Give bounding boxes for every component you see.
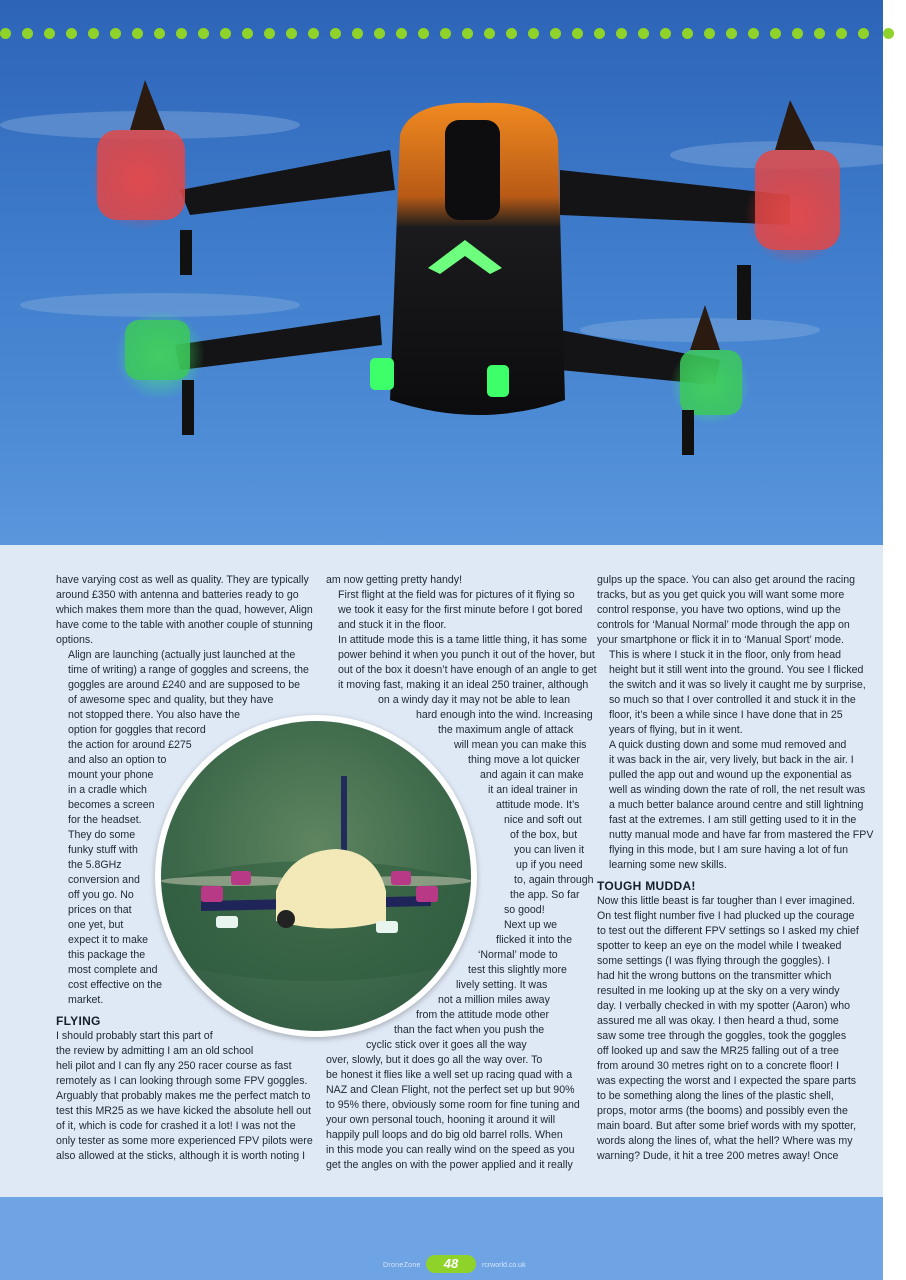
text-line: This is where I stuck it in the floor, only from head (609, 649, 841, 661)
text-line: goggles are around £240 and are supposed to be (68, 679, 301, 691)
text-line: nice and soft out (504, 814, 582, 826)
text-line: mount your phone (68, 769, 154, 781)
text-line: flying in this mode, but I am sure having a lot of fun (609, 844, 849, 856)
col2-paragraph-2 (326, 588, 583, 633)
text-line: funky stuff with (68, 844, 138, 856)
text-line: Now this little beast is far tougher than I ever imagined. (597, 895, 855, 907)
text-line: from the attitude mode other (416, 1009, 550, 1021)
text-line: on a windy day it may not be able to lean (378, 694, 570, 706)
text-line: be honest it flies like a well set up racing quad with a (326, 1069, 573, 1081)
text-line: the maximum angle of attack (438, 724, 574, 736)
column-3 (597, 573, 874, 1164)
text-line: words along the lines of, what the hell? Where was my (597, 1135, 853, 1147)
text-line: so good! (504, 904, 545, 916)
text-line: Arguably that probably makes me the perfect match to (56, 1090, 311, 1102)
text-line: Next up we (504, 919, 557, 931)
text-line: not a million miles away (438, 994, 550, 1006)
text-line: which makes them more than the quad, however, Align (56, 604, 313, 616)
text-line: fast at the extremes. I am still getting used to it in the (609, 814, 857, 826)
text-line: In attitude mode this is a tame little thing, it has some (338, 634, 588, 646)
text-line: attitude mode. It’s (496, 799, 580, 811)
text-line: power behind it when you punch it out of the hover, but (338, 649, 595, 661)
text-line: one yet, but (68, 919, 124, 931)
text-line: in this mode you can really wind on the speed as you (326, 1144, 575, 1156)
text-line: over, slowly, but it does go all the way over. To (326, 1054, 543, 1066)
text-line: ‘Normal’ mode to (478, 949, 558, 961)
text-line: cost effective on the (68, 979, 163, 991)
text-line: main board. But after some brief words with my spotter, (597, 1120, 857, 1132)
text-line: cyclic stick over it goes all the way (366, 1039, 527, 1051)
hero-photo (0, 0, 883, 545)
text-line: and also an option to (68, 754, 167, 766)
text-line: heli pilot and I can fly any 250 racer course as fast (56, 1060, 292, 1072)
col2-paragraph-1 (326, 573, 574, 588)
text-line: out of the box it doesn’t have enough of an angle to get (338, 664, 597, 676)
text-line: so much so that I over controlled it and stuck it in the (609, 694, 856, 706)
text-line: lively setting. It was (456, 979, 548, 991)
text-line: height but it still went into the ground. You see I flicked (609, 664, 864, 676)
text-line: a much better balance around centre and still lightning (609, 799, 864, 811)
text-line: get the angles on with the power applied and it really (326, 1159, 573, 1171)
text-line: have varying cost as well as quality. They are typically (56, 574, 309, 586)
text-line: gulps up the space. You can also get around the racing (597, 574, 855, 586)
dot-divider (0, 28, 883, 44)
text-line: we took it easy for the first minute before I got bored (338, 604, 583, 616)
text-line: prices on that (68, 904, 132, 916)
text-line: market. (68, 994, 104, 1006)
text-line: First flight at the field was for pictures of it flying so (338, 589, 575, 601)
text-line: props, motor arms (the booms) and possibly even the (597, 1105, 848, 1117)
magazine-name: DroneZone (383, 1262, 421, 1269)
text-line: tracks, but as you get quick you will want some more (597, 589, 845, 601)
text-line: flicked it into the (496, 934, 572, 946)
text-line: years of flying, but in it went. (609, 724, 743, 736)
text-line: day. I verbally checked in with my spotter (Aaron) who (597, 1000, 850, 1012)
text-line: it was back in the air, very lively, but back in the air. I (609, 754, 854, 766)
text-line: NAZ and Clean Flight, not the perfect set up but 90% (326, 1084, 575, 1096)
text-line: you can liven it (514, 844, 585, 856)
text-line: off you go. No (68, 889, 134, 901)
text-line: of it, which is code for crashed it a lot! I was not the (56, 1120, 296, 1132)
text-line: warning? Dude, it hit a tree 200 metres away! Once (597, 1150, 839, 1162)
text-line: of the box, but (510, 829, 578, 841)
text-line: to 95% there, obviously some room for fine tuning and (326, 1099, 580, 1111)
text-line: the review by admitting I am an old school (56, 1045, 254, 1057)
text-line: to be something along the lines of the plastic shell, (597, 1090, 834, 1102)
text-line: had hit the wrong buttons on the transmitter which (597, 970, 832, 982)
text-line: saw some tree through the goggles, took the goggles (597, 1030, 847, 1042)
text-line: the switch and it was so lively it caught me by surprise, (609, 679, 866, 691)
text-line: I should probably start this part of (56, 1030, 213, 1042)
text-line: hard enough into the wind. Increasing (416, 709, 593, 721)
text-line: test this MR25 as we have kicked the absolute hell out (56, 1105, 311, 1117)
text-line: becomes a screen (68, 799, 155, 811)
text-line: options. (56, 634, 94, 646)
text-line: On test flight number five I had plucked up the courage (597, 910, 855, 922)
text-line: to, again through (514, 874, 594, 886)
text-line: it an ideal trainer in (488, 784, 578, 796)
text-line: expect it to make (68, 934, 149, 946)
section-heading-tough-mudda: TOUGH MUDDA! (597, 879, 696, 893)
text-line: only tester as some more experienced FPV pilots were (56, 1135, 313, 1147)
text-line: Align are launching (actually just launched at the (68, 649, 296, 661)
text-line: off looked up and saw the MR25 falling out of a tree (597, 1045, 839, 1057)
text-line: from around 30 metres right on to a concrete floor! I (597, 1060, 840, 1072)
text-line: thing move a lot quicker (468, 754, 580, 766)
text-line: A quick dusting down and some mud removed and (609, 739, 847, 751)
text-line: and again it can make (480, 769, 584, 781)
page-number: 48 (426, 1255, 476, 1273)
text-line: have come to the table with another couple of stunning (56, 619, 313, 631)
text-line: happily pull loops and do big old barrel rolls. When (326, 1129, 563, 1141)
inset-drone-illustration (161, 721, 471, 1031)
text-line: resulted in me looking up at the sky on a very windy (597, 985, 840, 997)
text-line: assured me all was okay. I then heard a thud, some (597, 1015, 839, 1027)
inset-photo (155, 715, 477, 1037)
col3-paragraph-2 (597, 648, 866, 738)
text-line: floor, it’s been a while since I have done that in 25 (609, 709, 843, 721)
website-url: rcrworld.co.uk (482, 1262, 526, 1269)
text-line: than the fact when you push the (394, 1024, 545, 1036)
col1-paragraph-3 (56, 1029, 313, 1164)
text-line: it moving fast, making it an ideal 250 trainer, although (338, 679, 589, 691)
text-line: am now getting pretty handy! (326, 574, 463, 586)
text-line: and stuck it in the floor. (338, 619, 447, 631)
text-line: not stopped there. You also have the (68, 709, 240, 721)
text-line: the 5.8GHz (68, 859, 122, 871)
col3-paragraph-3 (597, 738, 874, 873)
text-line: well as winding down the rate of roll, the net result was (609, 784, 866, 796)
text-line: They do some (68, 829, 136, 841)
text-line: learning some new skills. (609, 859, 727, 871)
col3-paragraph-1 (597, 573, 855, 648)
text-line: nutty manual mode and have far from mastered the FPV (609, 829, 874, 841)
col3-paragraph-4 (597, 894, 859, 1164)
text-line: was expecting the worst and I expected the spare parts (597, 1075, 857, 1087)
text-line: option for goggles that record (68, 724, 206, 736)
text-line: controls for ‘Manual Normal’ mode through the app on (597, 619, 850, 631)
text-line: of awesome spec and quality, but they have (68, 694, 274, 706)
text-line: up if you need (516, 859, 583, 871)
text-line: pulled the app out and wound up the exponential as (609, 769, 852, 781)
text-line: also allowed at the sticks, although it is worth noting I (56, 1150, 306, 1162)
text-line: remotely as I can looking through some FPV goggles. (56, 1075, 308, 1087)
text-line: the app. So far (510, 889, 580, 901)
text-line: around £350 with antenna and batteries ready to go (56, 589, 299, 601)
text-line: most complete and (68, 964, 158, 976)
drone-illustration (0, 0, 883, 545)
text-line: for the headset. (68, 814, 142, 826)
text-line: control response, you have two options, wind up the (597, 604, 841, 616)
text-line: spotter to keep an eye on the model while I tweaked (597, 940, 842, 952)
text-line: this package the (68, 949, 146, 961)
text-line: time of writing) a range of goggles and screens, the (68, 664, 309, 676)
text-line: to test out the different FPV settings so I asked my chief (597, 925, 859, 937)
text-line: some settings (I was flying through the goggles). I (597, 955, 831, 967)
text-line: test this slightly more (468, 964, 567, 976)
text-line: in a cradle which (68, 784, 147, 796)
text-line: the action for around £275 (68, 739, 192, 751)
text-line: your smartphone or flick it in to ‘Manual Sport’ mode. (597, 634, 844, 646)
col1-paragraph-1 (56, 573, 313, 648)
text-line: your own personal touch, hooning it around it will (326, 1114, 556, 1126)
text-line: will mean you can make this (454, 739, 587, 751)
section-heading-flying: FLYING (56, 1014, 101, 1028)
right-margin (883, 0, 906, 1280)
text-line: conversion and (68, 874, 140, 886)
